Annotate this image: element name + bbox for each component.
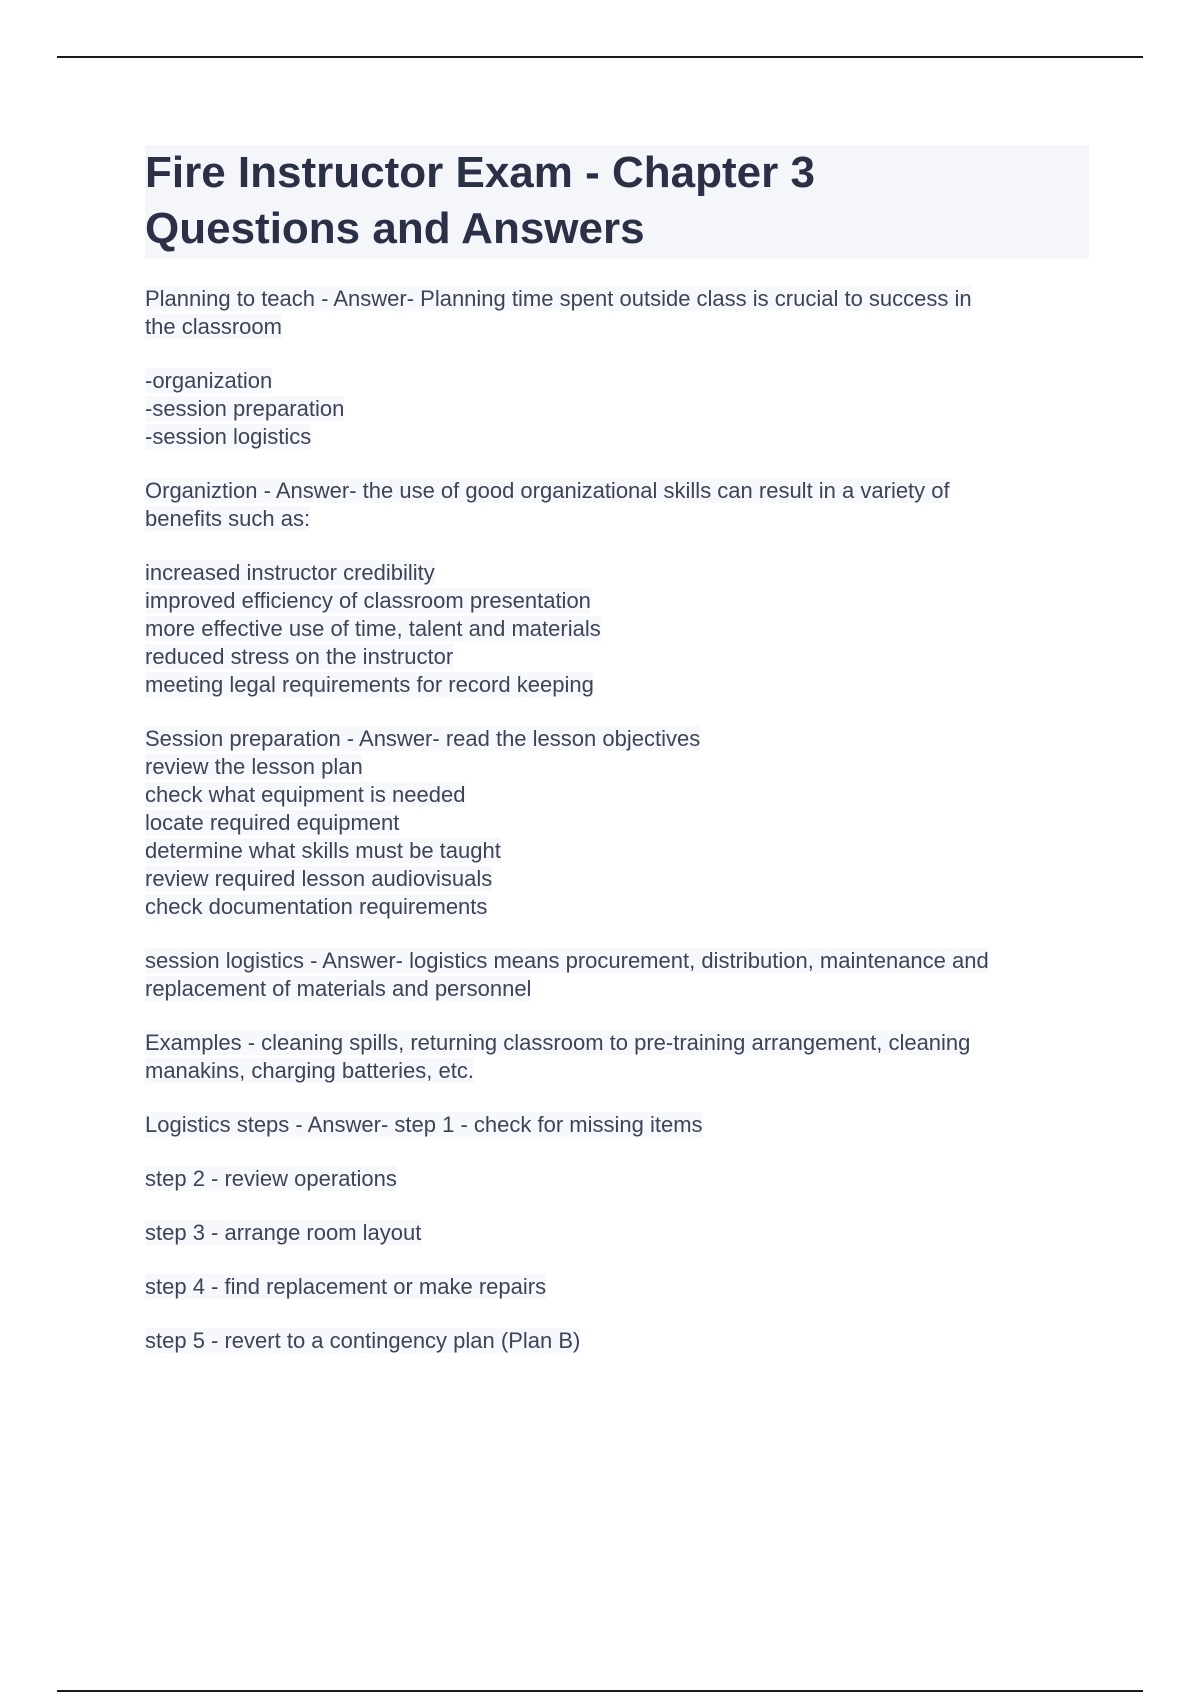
text-block bbox=[145, 477, 1089, 533]
title-line-1: Fire Instructor Exam - Chapter 3 bbox=[145, 148, 815, 197]
text-line: benefits such as: bbox=[145, 506, 311, 531]
text-line: review required lesson audiovisuals bbox=[145, 866, 493, 891]
text-line: replacement of materials and personnel bbox=[145, 976, 532, 1001]
text-block bbox=[145, 1219, 1089, 1247]
text-block bbox=[145, 1111, 1089, 1139]
text-line: Organiztion - Answer- the use of good organizational skills can result in a variety of bbox=[145, 478, 950, 503]
text-line: the classroom bbox=[145, 314, 282, 339]
text-line: Session preparation - Answer- read the lesson objectives bbox=[145, 726, 701, 751]
text-line: meeting legal requirements for record keeping bbox=[145, 672, 594, 697]
text-line: improved efficiency of classroom presentation bbox=[145, 588, 591, 613]
text-line: step 4 - find replacement or make repairs bbox=[145, 1274, 547, 1299]
text-line: Planning to teach - Answer- Planning time spent outside class is crucial to success in bbox=[145, 286, 972, 311]
text-line: more effective use of time, talent and materials bbox=[145, 616, 601, 641]
text-line: Logistics steps - Answer- step 1 - check for missing items bbox=[145, 1112, 703, 1137]
text-line: determine what skills must be taught bbox=[145, 838, 501, 863]
text-block bbox=[145, 725, 1089, 921]
text-line: locate required equipment bbox=[145, 810, 400, 835]
text-block bbox=[145, 947, 1089, 1003]
page-title bbox=[145, 145, 1089, 257]
text-line: step 3 - arrange room layout bbox=[145, 1220, 422, 1245]
text-block bbox=[145, 1165, 1089, 1193]
text-line: step 2 - review operations bbox=[145, 1166, 397, 1191]
text-line: increased instructor credibility bbox=[145, 560, 435, 585]
top-divider bbox=[57, 56, 1143, 58]
text-line: manakins, charging batteries, etc. bbox=[145, 1058, 474, 1083]
text-block bbox=[145, 1273, 1089, 1301]
text-line: session logistics - Answer- logistics means procurement, distribution, maintenance and bbox=[145, 948, 989, 973]
text-line: -session preparation bbox=[145, 396, 345, 421]
text-block bbox=[145, 285, 1089, 341]
title-line-2: Questions and Answers bbox=[145, 204, 645, 253]
text-block bbox=[145, 559, 1089, 699]
text-line: check documentation requirements bbox=[145, 894, 488, 919]
text-line: reduced stress on the instructor bbox=[145, 644, 454, 669]
text-line: review the lesson plan bbox=[145, 754, 363, 779]
bottom-divider bbox=[57, 1690, 1143, 1692]
text-line: Examples - cleaning spills, returning classroom to pre-training arrangement, cleaning bbox=[145, 1030, 971, 1055]
qa-blocks bbox=[145, 285, 1089, 1355]
text-block bbox=[145, 367, 1089, 451]
text-line: -session logistics bbox=[145, 424, 312, 449]
title-box bbox=[145, 145, 1089, 259]
text-block bbox=[145, 1327, 1089, 1355]
document-body bbox=[145, 145, 1089, 1381]
text-block bbox=[145, 1029, 1089, 1085]
text-line: check what equipment is needed bbox=[145, 782, 466, 807]
text-line: step 5 - revert to a contingency plan (Plan B) bbox=[145, 1328, 581, 1353]
text-line: -organization bbox=[145, 368, 273, 393]
